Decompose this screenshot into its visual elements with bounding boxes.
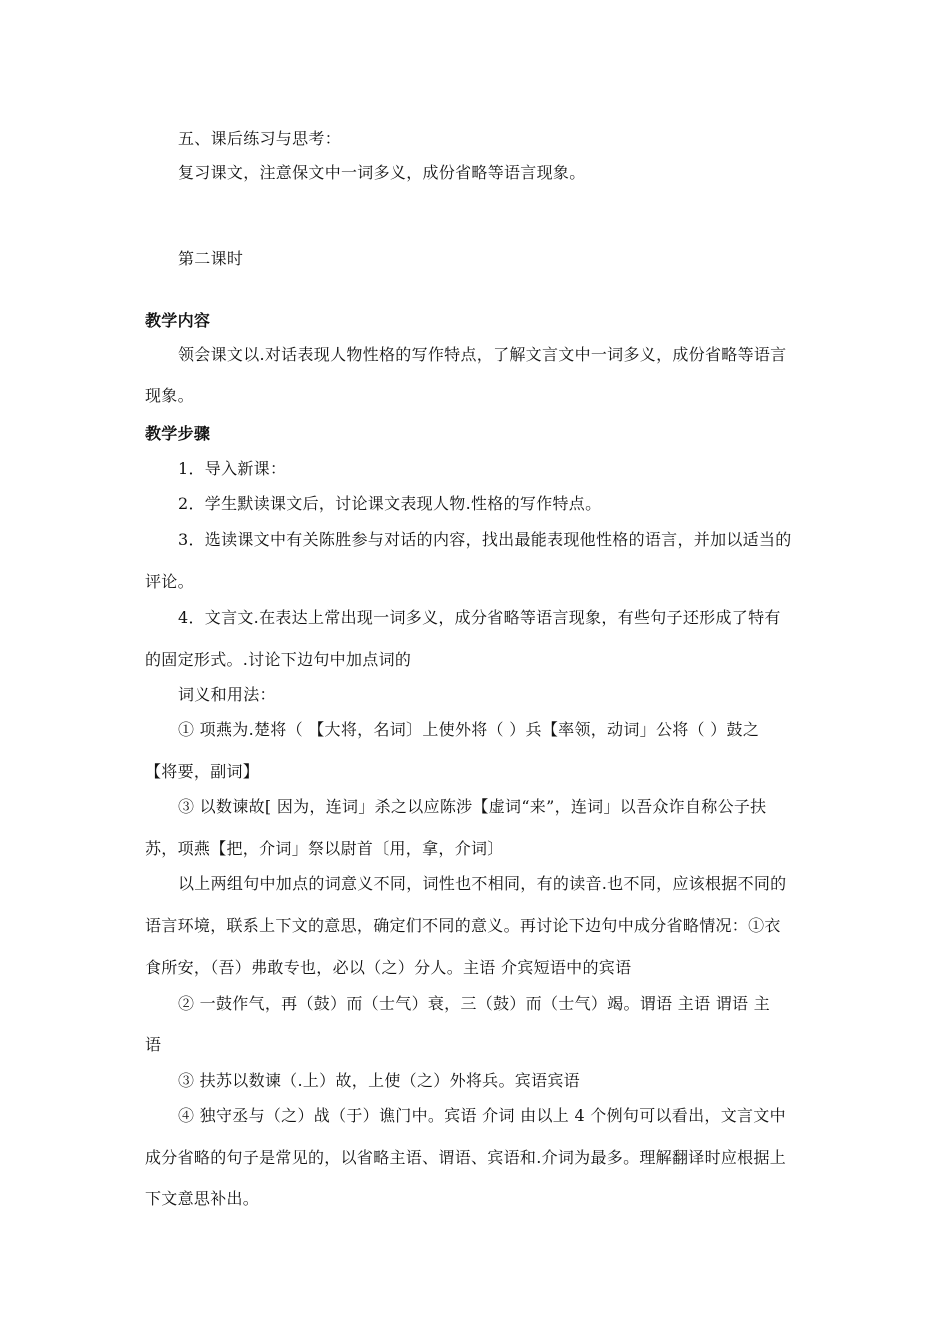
content-heading: 教学内容 [145,311,211,330]
step-4-line1: 4．文言文.在表达上常出现一词多义，成分省略等语言现象，有些句子还形成了特有 [178,608,781,627]
steps-heading: 教学步骤 [145,424,211,443]
example-1-line1: ① 项燕为.楚将（ 【大将，名词〕上使外将（ ）兵【率领，动词」公将（ ）鼓之 [178,720,760,739]
omission-2-line1: ② 一鼓作气，再（鼓）而（士气）衰，三（鼓）而（士气）竭。谓语 主语 谓语 主 [178,994,771,1013]
omission-4-line1: ④ 独守丞与（之）战（于）谯门中。宾语 介词 由以上 4 个例句可以看出，文言文中 [178,1106,786,1125]
content-paragraph-line1: 领会课文以.对话表现人物性格的写作特点，了解文言文中一词多义，成份省略等语言 [178,345,787,364]
section5-text: 复习课文，注意保文中一词多义，成份省略等语言现象。 [178,163,586,182]
step-3-line1: 3．选读课文中有关陈胜参与对话的内容，找出最能表现他性格的语言，并加以适当的 [178,530,792,549]
step-4-line2: 的固定形式。.讨论下边句中加点词的 [145,650,412,669]
omission-3: ③ 扶苏以数谏（.上）故，上使（之）外将兵。宾语宾语 [178,1071,580,1090]
section5-heading: 五、课后练习与思考： [178,129,342,148]
lesson-title: 第二课时 [178,249,244,268]
omission-4-line3: 下文意思补出。 [145,1189,260,1208]
step-2: 2．学生默读课文后，讨论课文表现人物.性格的写作特点。 [178,494,602,513]
step-4-line3: 词义和用法： [178,685,276,704]
omission-4-line2: 成分省略的句子是常见的，以省略主语、谓语、宾语和.介词为最多。理解翻译时应根据上 [145,1148,787,1167]
explanation-line2: 语言环境，联系上下文的意思，确定们不同的意义。再讨论下边句中成分省略情况：①衣 [145,916,781,935]
explanation-line3: 食所安，（吾）弗敢专也，必以（之）分人。主语 介宾短语中的宾语 [145,958,632,977]
step-3-line2: 评论。 [145,572,194,591]
example-3-line1: ③ 以数谏故[ 因为，连词」杀之以应陈涉【虚词“来”，连词」以吾众诈自称公子扶 [178,797,767,816]
example-3-line2: 苏，项燕【把，介词」祭以尉首〔用，拿，介词〕 [145,839,504,858]
explanation-line1: 以上两组句中加点的词意义不同，词性也不相同，有的读音.也不同，应该根据不同的 [178,874,787,893]
step-1: 1．导入新课： [178,459,287,478]
content-paragraph-line2: 现象。 [145,386,194,405]
omission-2-line2: 语 [145,1035,162,1054]
example-1-line2: 【将要，副词】 [145,762,260,781]
